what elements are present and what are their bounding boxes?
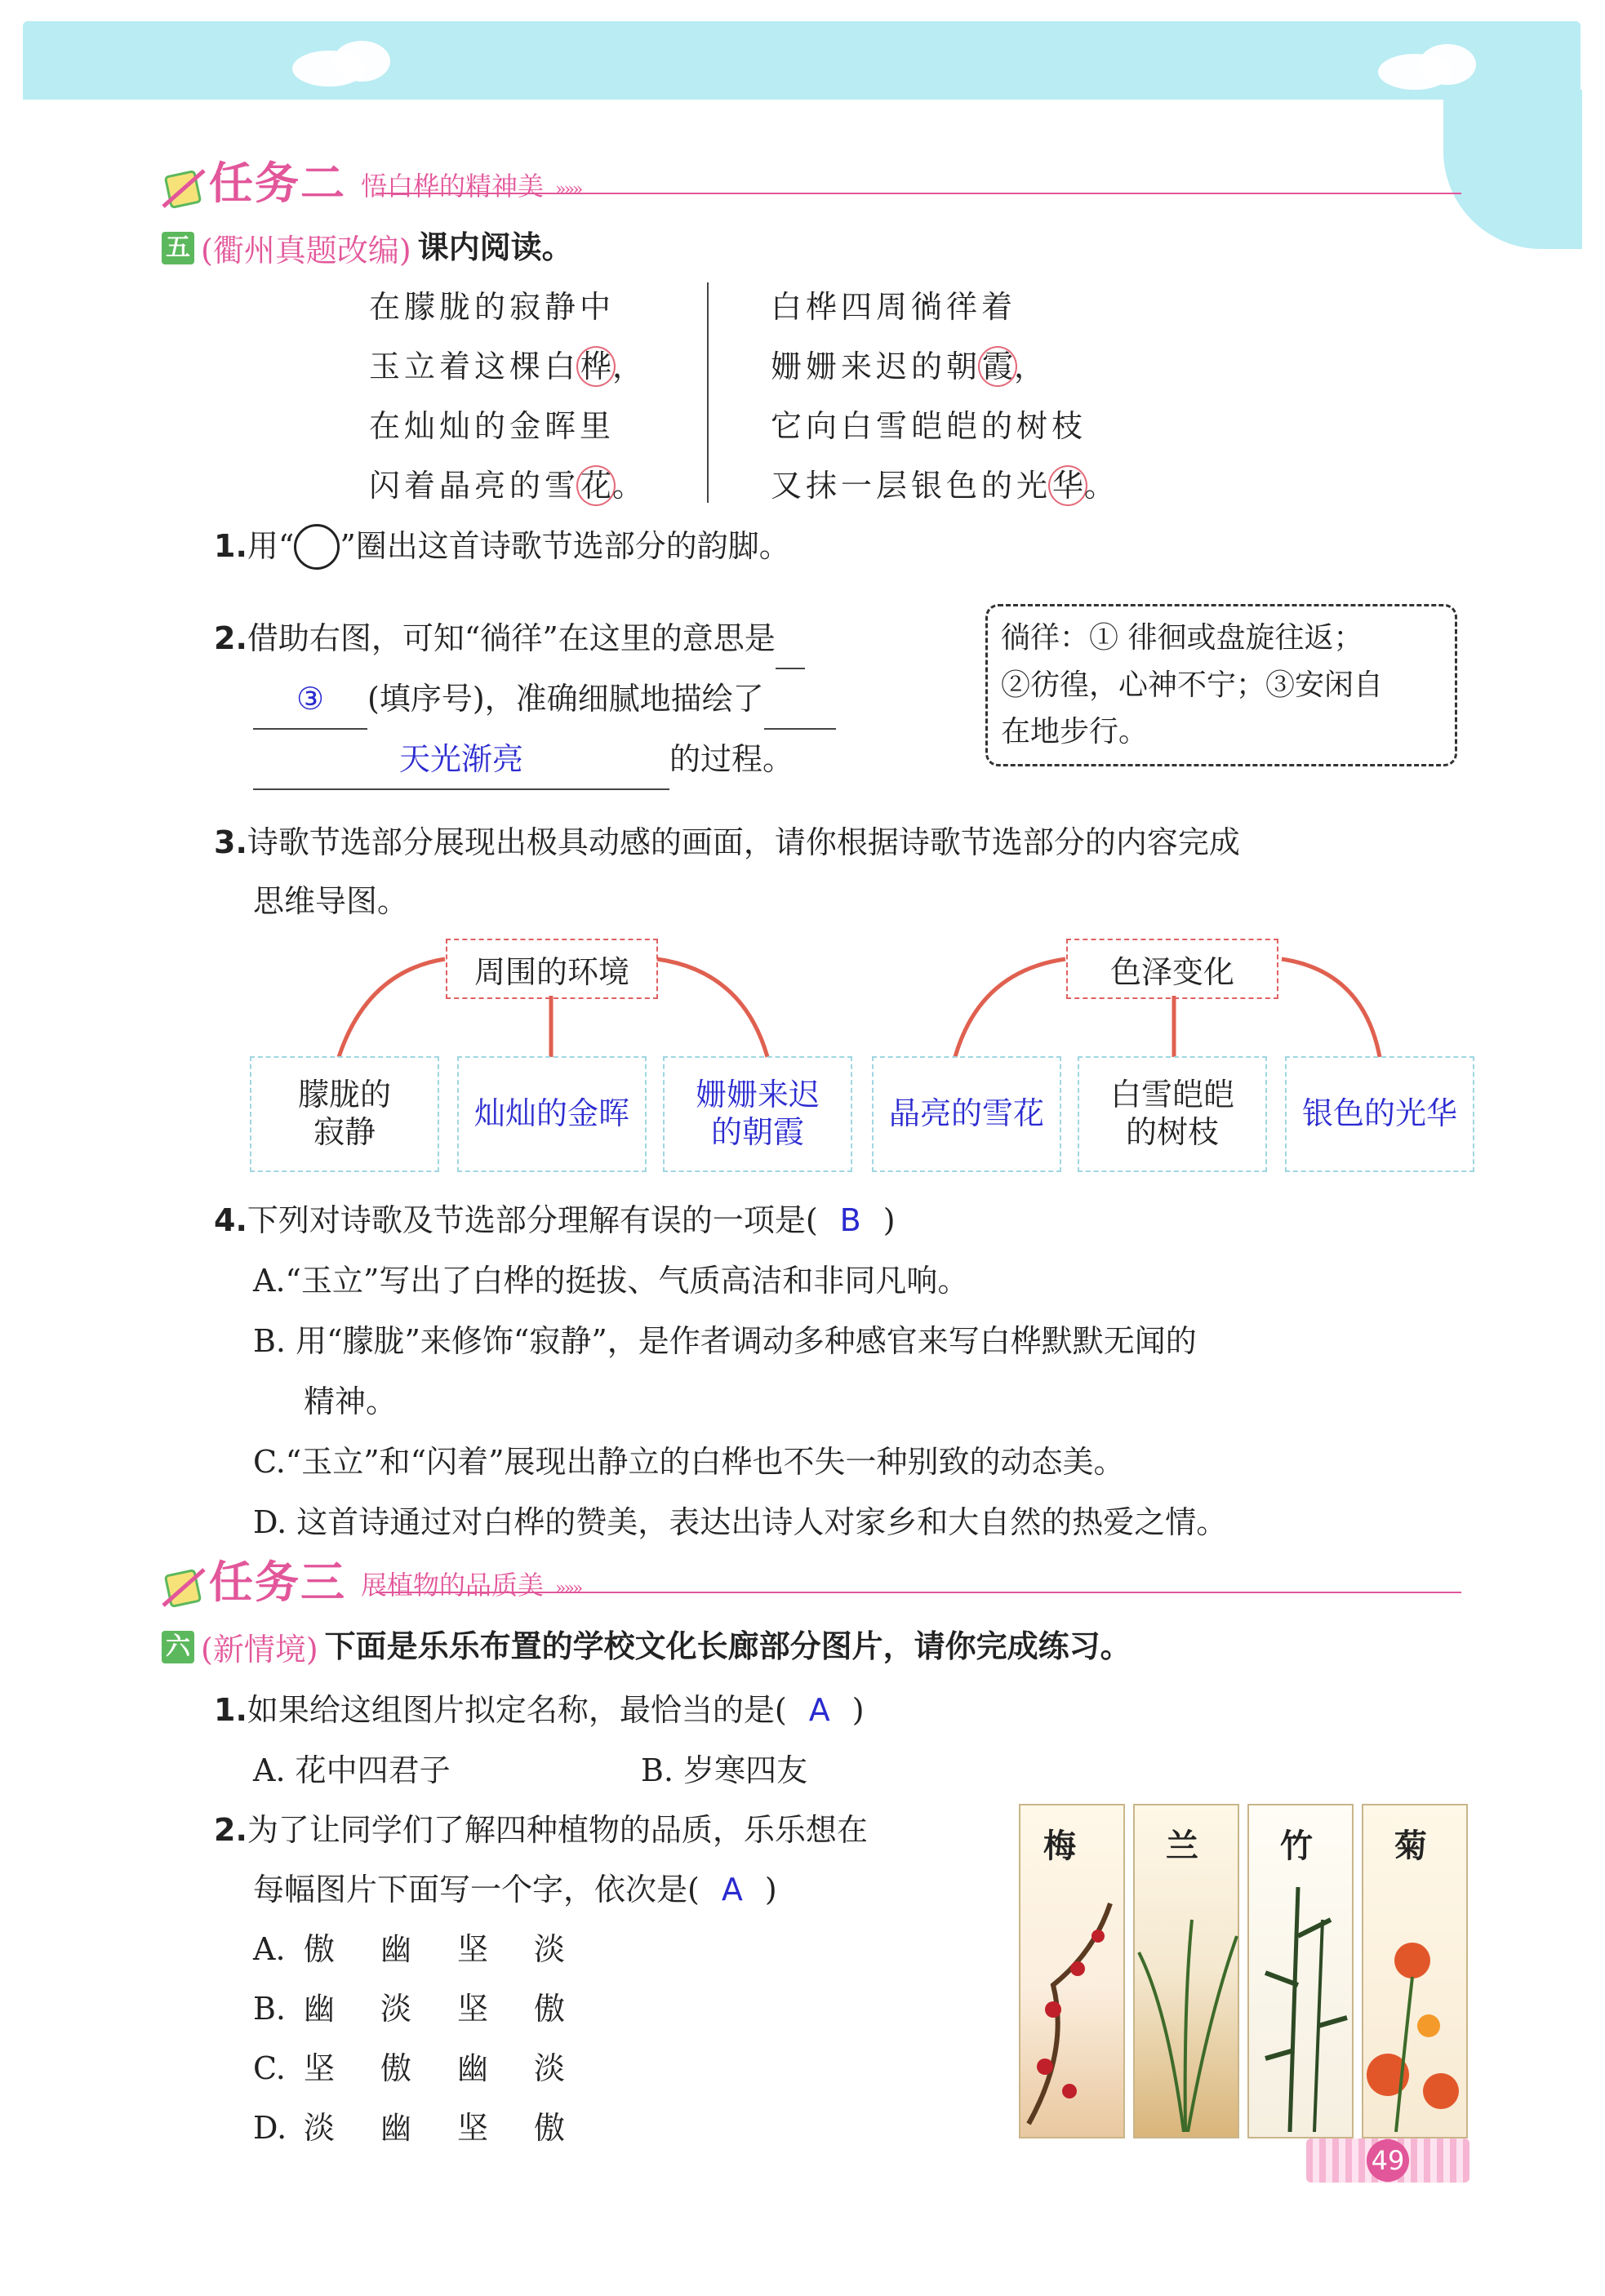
option: B. 用“朦胧”来修饰“寂静”，是作者调动多种感官来写白桦默默无闻的 [253,1323,1197,1359]
poem-line: 玉立着这棵白桦， [369,337,647,397]
option: A. 傲 幽 坚 淡 [253,1931,566,1967]
task2-subtitle: 悟白桦的精神美 [361,171,545,202]
poem-line: 它向白雪皑皑的树枝 [771,408,1087,444]
q5-question-3: 3.诗歌节选部分展现出极具动感的画面，请你根据诗歌节选部分的内容完成 思维导图。 [214,824,1240,919]
rhyme-circle: 霞 [978,346,1017,387]
answer-4[interactable]: B [839,1202,861,1238]
page-number: 49 [1367,2139,1409,2182]
answer-6-1[interactable]: A [808,1692,830,1728]
mindmap-box[interactable]: 灿灿的金晖 [457,1056,647,1172]
poem-line: 在朦胧的寂静中 [369,289,616,325]
task2-title: 任务二 [209,158,346,209]
poem-line: 白桦四周徜 ·徉 ·着 [771,278,1119,337]
q6-question-1: 1.如果给这组图片拟定名称，最恰当的是( A ) A. 花中四君子 B. 岁寒四友 [214,1680,1030,1801]
option-cont: 精神。 [304,1383,398,1419]
mindmap-head-environment: 周围的环境 [446,939,658,999]
chrysanthemum-painting-icon [1363,1887,1469,2132]
option: D. 淡 幽 坚 傲 [253,2110,566,2146]
q6-question-2: 2.为了让同学们了解四种植物的品质，乐乐想在 每幅图片下面写一个字，依次是( A ) A. 傲 幽 坚 淡 B. 幽 淡 坚 傲 C. 坚 傲 幽 淡 D. 淡 幽 坚 傲 [214,1801,1014,2158]
task3-title: 任务三 [209,1557,346,1608]
answer-2a[interactable]: ③ [253,669,367,730]
top-banner [23,21,1581,100]
bamboo-painting-icon [1249,1887,1355,2132]
answer-6-2[interactable]: A [721,1872,743,1907]
q5-instruction: 课内阅读。 [417,229,573,265]
poem-line: 闪着晶亮的雪花。 [369,456,647,516]
mindmap-box[interactable]: 姗姗来迟 的朝霞 [663,1056,852,1172]
q5-question-1: 1. 用“ ”圈出这首诗歌节选部分的韵脚。 [214,524,790,570]
plant-scrolls [1019,1804,1468,2138]
rhyme-circle: 华 [1048,465,1087,506]
scroll-plum: 梅 [1019,1804,1125,2138]
mindmap-box: 白雪皑皑 的树枝 [1078,1056,1267,1172]
q5-source: (衢州真题改编) [201,233,411,269]
plum-painting-icon [1020,1887,1127,2132]
task2-header [160,149,1466,211]
option: A.“玉立”写出了白桦的挺拔、气质高洁和非同凡响。 [253,1263,969,1299]
q5-question-4: 4.下列对诗歌及节选部分理解有误的一项是( B ) A.“玉立”写出了白桦的挺拔、气质高洁和非同凡响。 B. 用“朦胧”来修饰“寂静”，是作者调动多种感官来写白桦默默无闻的 精神。 C.“玉立”和“闪着”展现出静立的白桦也不失一种别致的动态美。 D. 这首诗通过对白桦的赞美，表达出诗人对家乡和大自然的热爱之情。 [214,1190,1487,1552]
option: C. 坚 傲 幽 淡 [253,2050,566,2086]
rhyme-circle: 花 [576,465,616,506]
q5-badge: 五 [162,232,194,264]
circle-icon [294,524,340,570]
scroll-chrysanthemum: 菊 [1362,1804,1468,2138]
q6-instruction: 下面是乐乐布置的学校文化长廊部分图片，请你完成练习。 [324,1628,1132,1664]
task2-divider [376,193,1461,194]
definition-note: 徜徉：① 徘徊或盘旋往返； ②彷徨，心神不宁；③安闲自 在地步行。 [985,604,1457,766]
mindmap-box[interactable]: 银色的光华 [1285,1056,1474,1172]
pencil-note-icon [160,1565,209,1610]
answer-2b[interactable]: 天光渐亮 [253,730,669,790]
orchid-painting-icon [1135,1887,1241,2132]
poem-line: 在灿灿的金晖里 [369,408,616,444]
task3-subtitle: 展植物的品质美 [361,1570,545,1601]
q6-source: (新情境) [201,1632,318,1668]
poem-line: 姗姗来迟的朝霞， [771,337,1119,397]
option: B. 幽 淡 坚 傲 [253,1991,566,2027]
task3-header [160,1548,1466,1610]
mindmap-box[interactable]: 晶亮的雪花 [872,1056,1061,1172]
task2-arrows: »»» [555,180,581,200]
task3-arrows: »»» [555,1579,581,1599]
poem-line: 又抹一层银色的光华。 [771,456,1119,516]
option: D. 这首诗通过对白桦的赞美，表达出诗人对家乡和大自然的热爱之情。 [253,1504,1228,1540]
q6-badge: 六 [162,1631,194,1663]
mindmap-head-color: 色泽变化 [1066,939,1278,999]
pencil-note-icon [160,166,209,211]
scroll-orchid: 兰 [1133,1804,1239,2138]
poem-left [369,278,647,516]
poem-right [771,278,1119,516]
scroll-bamboo: 竹 [1247,1804,1354,2138]
rhyme-circle: 桦 [576,346,616,387]
poem-divider [707,282,709,503]
mindmap-box: 朦胧的 寂静 [250,1056,439,1172]
q5-question-2: 2.借助右图，可知“徜徉”在这里的意思是 ③ (填序号)，准确细腻地描绘了 天光渐亮 的过程。 [214,609,949,790]
task3-divider [376,1592,1461,1593]
q6-header [162,1624,1132,1669]
option: C.“玉立”和“闪着”展现出静立的白桦也不失一种别致的动态美。 [253,1444,1125,1480]
q5-header [162,225,573,270]
